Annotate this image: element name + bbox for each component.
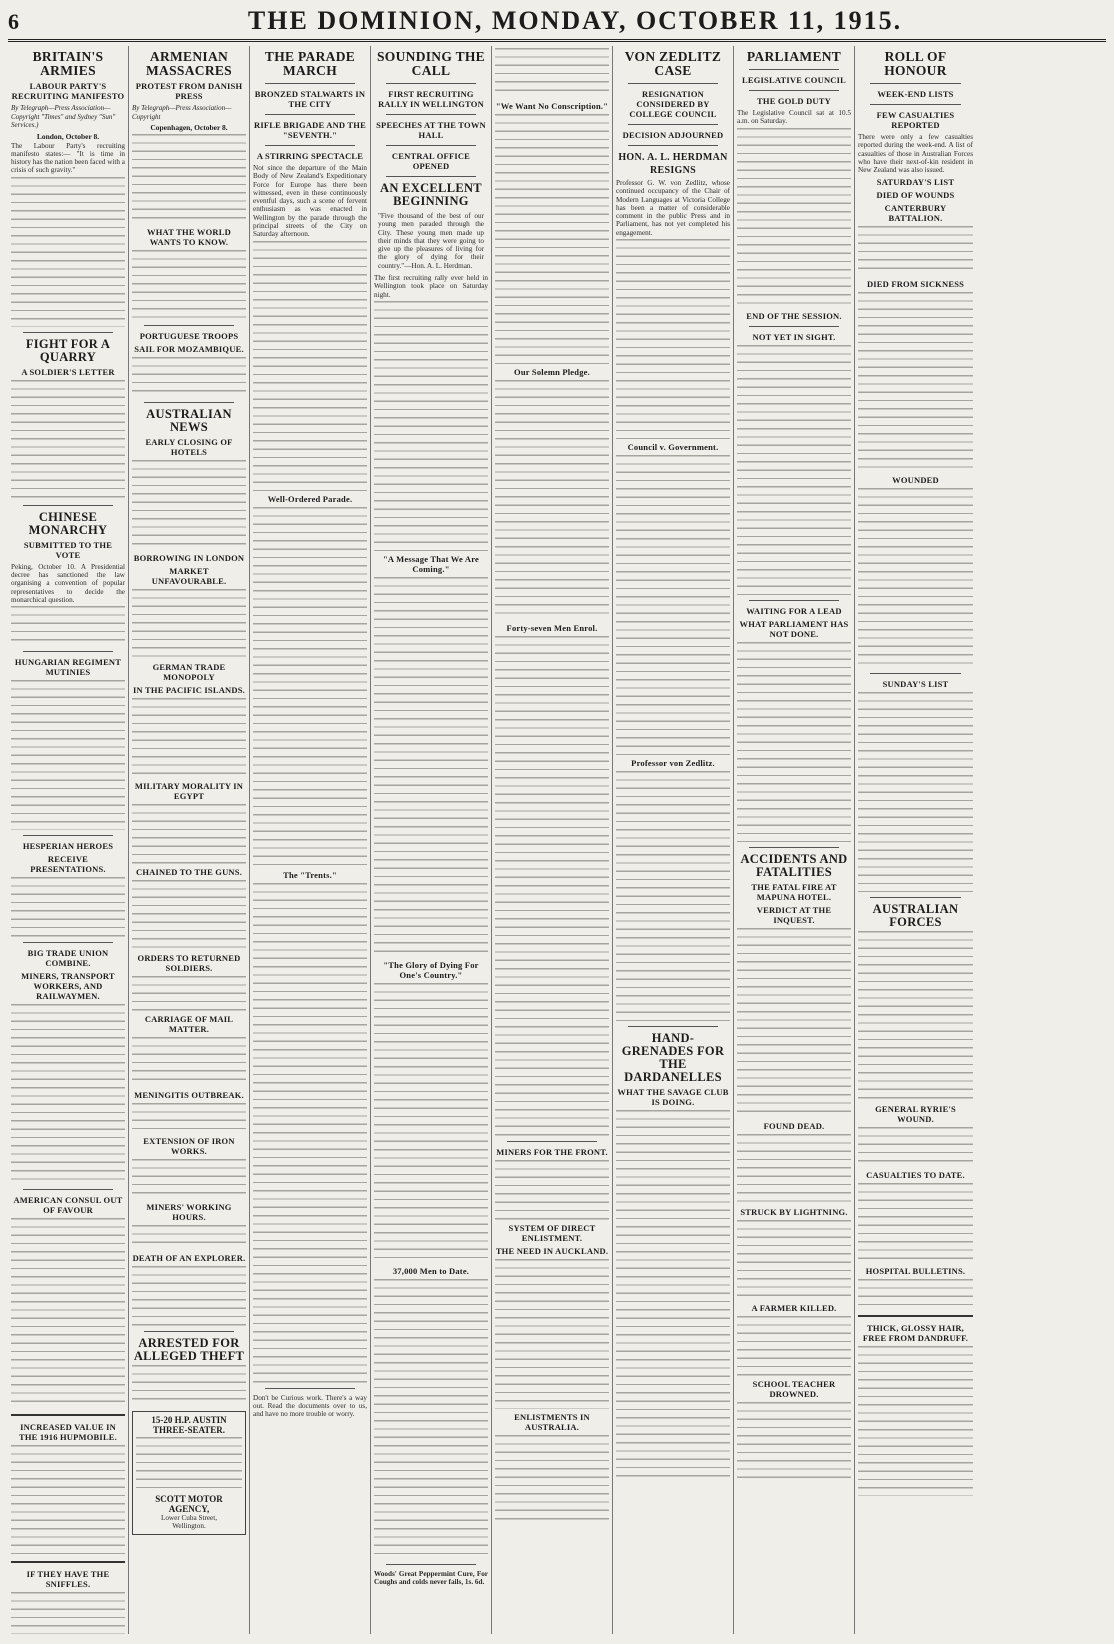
subheadline: IN THE PACIFIC ISLANDS. <box>133 685 245 695</box>
subheadline: "The Glory of Dying For One's Country." <box>383 959 479 980</box>
article-text <box>11 177 125 327</box>
subheadline: WHAT PARLIAMENT HAS NOT DONE. <box>739 618 849 639</box>
subheadline: RIFLE BRIGADE AND THE "SEVENTH." <box>254 120 366 140</box>
subheadline: PORTUGUESE TROOPS <box>139 331 239 341</box>
article-text <box>495 48 609 98</box>
subheadline: CANTERBURY BATTALION. <box>884 203 947 224</box>
ad-city: Wellington. <box>172 1522 206 1531</box>
dateline: London, October 8. <box>36 131 100 141</box>
subheadline: "A Message That We Are Coming." <box>382 553 479 574</box>
column-5 <box>492 46 613 1634</box>
article-text <box>374 1279 488 1559</box>
subheadline: DECISION ADJOURNED <box>622 130 724 140</box>
subheadline: SPEECHES AT THE TOWN HALL <box>376 120 486 140</box>
column-6 <box>613 46 734 1634</box>
headline: BRITAIN'S ARMIES <box>32 49 104 78</box>
dateline: Copenhagen, October 8. <box>150 123 228 132</box>
subheadline: MENINGITIS OUTBREAK. <box>134 1090 244 1100</box>
article-text <box>495 1435 609 1525</box>
article-text <box>374 983 488 1263</box>
column-4 <box>371 46 492 1634</box>
article-text <box>132 804 246 864</box>
article-text <box>737 642 851 842</box>
article-text <box>858 292 973 472</box>
article-text <box>132 589 246 659</box>
headline: VON ZEDLITZ CASE <box>624 49 722 78</box>
subheadline: THE GOLD DUTY <box>757 96 831 106</box>
subheadline: WOUNDED <box>892 475 939 486</box>
subheadline: SATURDAY'S LIST <box>876 177 955 188</box>
subheadline: "We Want No Conscription." <box>495 101 609 111</box>
subheadline: CASUALTIES TO DATE. <box>866 1170 965 1181</box>
article-text <box>132 1159 246 1199</box>
article-text <box>495 380 609 620</box>
article-text <box>495 1160 609 1220</box>
subheadline: SUBMITTED TO THE VOTE <box>23 539 113 560</box>
article-text <box>858 931 973 1101</box>
article-text <box>374 577 488 957</box>
ad-headline: 15-20 H.P. AUSTIN THREE-SEATER. <box>151 1415 227 1435</box>
article-text <box>132 880 246 950</box>
subheadline: MARKET UNFAVOURABLE. <box>151 566 227 586</box>
headline: ARMENIAN MASSACRES <box>146 49 232 78</box>
subheadline: MINERS' WORKING HOURS. <box>146 1202 232 1222</box>
ad-text <box>858 1346 973 1496</box>
article-text <box>132 460 246 550</box>
subheadline: EXTENSION OF IRON WORKS. <box>143 1136 235 1156</box>
subheadline: FIRST RECRUITING RALLY IN WELLINGTON <box>378 89 484 109</box>
subheadline: LEGISLATIVE COUNCIL <box>741 75 846 85</box>
subheadline: GERMAN TRADE MONOPOLY <box>152 662 226 682</box>
article-text: Not since the departure of the Main Body of New Zealand's Expeditionary Force for Europe has there been witnessed, even in these continuously eventful days, such a scene of fervent enthusiasm as was enacted in Wellington by the parade through the principal streets of the City on Saturday afternoon. <box>253 164 367 239</box>
subheadline: GENERAL RYRIE'S WOUND. <box>875 1104 956 1125</box>
subheadline: FEW CASUALTIES REPORTED <box>876 110 955 130</box>
subheadline: HOSPITAL BULLETINS. <box>865 1266 966 1277</box>
article-text <box>858 1279 973 1309</box>
subheadline: MINERS, TRANSPORT WORKERS, AND RAILWAYMEN. <box>21 971 115 1002</box>
subheadline: A FARMER KILLED. <box>751 1302 837 1313</box>
article-text: Professor G. W. von Zedlitz, whose continued occupancy of the Chair of Modern Languages at Victoria College has been a matter of considerable comment in the public Press and in Parliament, has not yet completed his engagement. <box>616 179 730 237</box>
subheadline: RECEIVE PRESENTATIONS. <box>30 854 106 875</box>
subheadline: Well-Ordered Parade. <box>267 493 353 504</box>
article-text <box>737 1220 851 1300</box>
article-text <box>858 692 973 892</box>
article-text <box>495 1259 609 1409</box>
headline: AUSTRALIAN FORCES <box>872 902 959 930</box>
subheadline: LABOUR PARTY'S RECRUITING MANIFESTO <box>11 81 125 101</box>
article-text <box>495 636 609 1136</box>
article-text <box>11 1004 125 1184</box>
subheadline: HESPERIAN HEROES <box>22 841 114 852</box>
ad-text: Don't be Curious work. There's a way out. Read the documents over to us, and have no more trouble or worry. <box>253 1393 367 1419</box>
article-text <box>616 771 730 1021</box>
subheadline: Forty-seven Men Enrol. <box>506 623 598 633</box>
advertisement <box>132 1411 246 1535</box>
subheadline: SUNDAY'S LIST <box>882 679 949 690</box>
subheadline: Our Solemn Pledge. <box>514 367 590 377</box>
subheadline: BORROWING IN LONDON <box>133 553 245 563</box>
subheadline: MINERS FOR THE FRONT. <box>496 1147 608 1157</box>
subheadline: Professor von Zedlitz. <box>631 758 715 769</box>
subheadline: A SOLDIER'S LETTER <box>21 366 115 377</box>
article-text <box>253 883 367 1383</box>
subheadline: AMERICAN CONSUL OUT OF FAVOUR <box>13 1195 123 1216</box>
article-text <box>132 976 246 1011</box>
article-text <box>253 507 367 867</box>
ad-text <box>11 1592 125 1634</box>
headline: ROLL OF HONOUR <box>884 49 947 78</box>
page-number: 6 <box>8 9 19 34</box>
ad-address: Lower Cuba Street, <box>160 1514 218 1522</box>
subheadline: THE FATAL FIRE AT MAPUNA HOTEL. <box>751 881 837 902</box>
column-2 <box>129 46 250 1634</box>
article-text <box>616 455 730 755</box>
headline: FIGHT FOR A QUARRY <box>25 336 111 364</box>
subheadline: VERDICT AT THE INQUEST. <box>756 904 832 925</box>
subheadline: CARRIAGE OF MAIL MATTER. <box>144 1014 234 1034</box>
article-text: The first recruiting rally ever held in Wellington took place on Saturday night. <box>374 274 488 299</box>
byline: By Telegraph—Press Association—Copyright "Times" and Sydney "Sun" Services.) <box>11 104 116 129</box>
article-text <box>11 1218 125 1408</box>
article-text <box>858 1183 973 1263</box>
article-text <box>132 1103 246 1133</box>
article-text <box>132 1365 246 1405</box>
article-text <box>132 134 246 224</box>
ad-text <box>11 1445 125 1555</box>
ad-headline: INCREASED VALUE IN THE 1916 HUPMOBILE. <box>18 1422 118 1443</box>
article-text <box>737 1316 851 1376</box>
headline: CHINESE MONARCHY <box>28 509 108 537</box>
article-text <box>737 1402 851 1482</box>
subheadline: PROTEST FROM DANISH PRESS <box>135 81 243 101</box>
subheadline: CENTRAL OFFICE OPENED <box>391 151 471 171</box>
article-text <box>858 226 973 276</box>
article-text <box>495 114 609 364</box>
article-text <box>132 1266 246 1326</box>
article-text <box>616 1110 730 1480</box>
article-text <box>11 680 125 830</box>
subheadline: Council v. Government. <box>627 442 719 453</box>
article-text: The Legislative Council sat at 10.5 a.m. on Saturday. <box>737 109 851 126</box>
article-text: The Labour Party's recruiting manifesto states:— "It is time in history has the nation been faced with a crisis of such gravity." <box>11 141 125 175</box>
ad-business-name: SCOTT MOTOR AGENCY, <box>155 1494 223 1514</box>
article-text <box>132 1225 246 1250</box>
article-text <box>858 488 973 668</box>
subheadline: RESIGNATION CONSIDERED BY COLLEGE COUNCIL <box>629 89 717 119</box>
ad-headline: IF THEY HAVE THE SNIFFLES. <box>26 1569 110 1590</box>
subheadline: SAIL FOR MOZAMBIQUE. <box>134 344 244 354</box>
column-1 <box>8 46 129 1634</box>
masthead <box>8 4 1106 42</box>
subheadline: EARLY CLOSING OF HOTELS <box>145 437 233 457</box>
article-text <box>132 698 246 778</box>
headline: ACCIDENTS AND FATALITIES <box>740 851 848 879</box>
ad-headline: THICK, GLOSSY HAIR, FREE FROM DANDRUFF. <box>862 1323 969 1344</box>
ad-text: Woods' Great Peppermint Cure, For Coughs and colds never fails, 1s. 6d. <box>374 1569 488 1587</box>
article-text <box>11 606 125 646</box>
subheadline: MILITARY MORALITY IN EGYPT <box>134 781 244 801</box>
byline: By Telegraph—Press Association—Copyright <box>132 104 232 121</box>
column-3 <box>250 46 371 1634</box>
subheadline: The "Trents." <box>283 869 337 880</box>
subheadline: FOUND DEAD. <box>763 1120 825 1131</box>
subheadline: DEATH OF AN EXPLORER. <box>132 1253 246 1263</box>
column-8 <box>855 46 976 1634</box>
subheadline: ORDERS TO RETURNED SOLDIERS. <box>137 953 241 973</box>
subheadline: SCHOOL TEACHER DROWNED. <box>752 1378 836 1399</box>
subheadline: STRUCK BY LIGHTNING. <box>740 1206 848 1217</box>
subheadline: THE NEED IN AUCKLAND. <box>495 1246 609 1256</box>
subheadline: DIED FROM SICKNESS <box>866 279 965 290</box>
article-text <box>737 1134 851 1204</box>
headline: AN EXCELLENT BEGINNING <box>380 181 482 208</box>
subheadline: ENLISTMENTS IN AUSTRALIA. <box>514 1412 590 1432</box>
subheadline: A STIRRING SPECTACLE <box>256 151 364 161</box>
article-text <box>132 1037 246 1087</box>
subheadline: HUNGARIAN REGIMENT MUTINIES <box>14 657 122 678</box>
article-text <box>737 128 851 308</box>
headline: HAND-GRENADES FOR THE DARDANELLES <box>621 1031 725 1085</box>
subheadline: BIG TRADE UNION COMBINE. <box>27 948 109 969</box>
article-text: Peking, October 10. A Presidential decree has sanctioned the law organising a convention of popular representatives to decide the monarchical question. <box>11 562 125 604</box>
article-text <box>11 380 125 500</box>
article-text <box>253 241 367 491</box>
headline: THE PARADE MARCH <box>264 49 356 78</box>
subheadline: 37,000 Men to Date. <box>392 1265 470 1276</box>
article-text <box>737 928 851 1118</box>
subheadline: WEEK-END LISTS <box>877 89 954 99</box>
headline: PARLIAMENT <box>746 49 842 64</box>
newspaper-page <box>8 4 1106 1634</box>
pull-quote: "Five thousand of the best of our young men paraded through the City. These young men made up their minds that they were going to give up the pleasures of living for the glory of dying for their country."—Hon. A. L. Herdman. <box>378 212 484 270</box>
newspaper-title: THE DOMINION, MONDAY, OCTOBER 11, 1915. <box>247 6 903 35</box>
subheadline: DIED OF WOUNDS <box>876 190 955 201</box>
subheadline: BRONZED STALWARTS IN THE CITY <box>254 89 366 109</box>
article-text <box>737 345 851 595</box>
subheadline: WAITING FOR A LEAD <box>746 605 842 616</box>
subheadline: WHAT THE SAVAGE CLUB IS DOING. <box>617 1087 729 1108</box>
subheadline: END OF THE SESSION. <box>746 310 842 321</box>
headline: HON. A. L. HERDMAN RESIGNS <box>618 152 728 176</box>
subheadline: SYSTEM OF DIRECT ENLISTMENT. <box>508 1223 596 1243</box>
article-text <box>132 250 246 320</box>
headline: AUSTRALIAN NEWS <box>146 407 232 434</box>
article-text <box>11 877 125 937</box>
headline: SOUNDING THE CALL <box>376 49 485 78</box>
column-7 <box>734 46 855 1634</box>
article-text <box>616 239 730 439</box>
ad-text <box>136 1437 242 1492</box>
article-text <box>374 301 488 551</box>
subheadline: WHAT THE WORLD WANTS TO KNOW. <box>147 227 231 247</box>
article-text <box>132 357 246 397</box>
subheadline: CHAINED TO THE GUNS. <box>135 867 243 877</box>
article-text <box>858 1127 973 1167</box>
headline: ARRESTED FOR ALLEGED THEFT <box>133 1336 245 1363</box>
subheadline: NOT YET IN SIGHT. <box>752 331 836 342</box>
article-text: There were only a few casualties reported during the week-end. A list of casualties of those in Australian Forces who have their next-of-kin resident in New Zealand was also issued. <box>858 133 973 175</box>
